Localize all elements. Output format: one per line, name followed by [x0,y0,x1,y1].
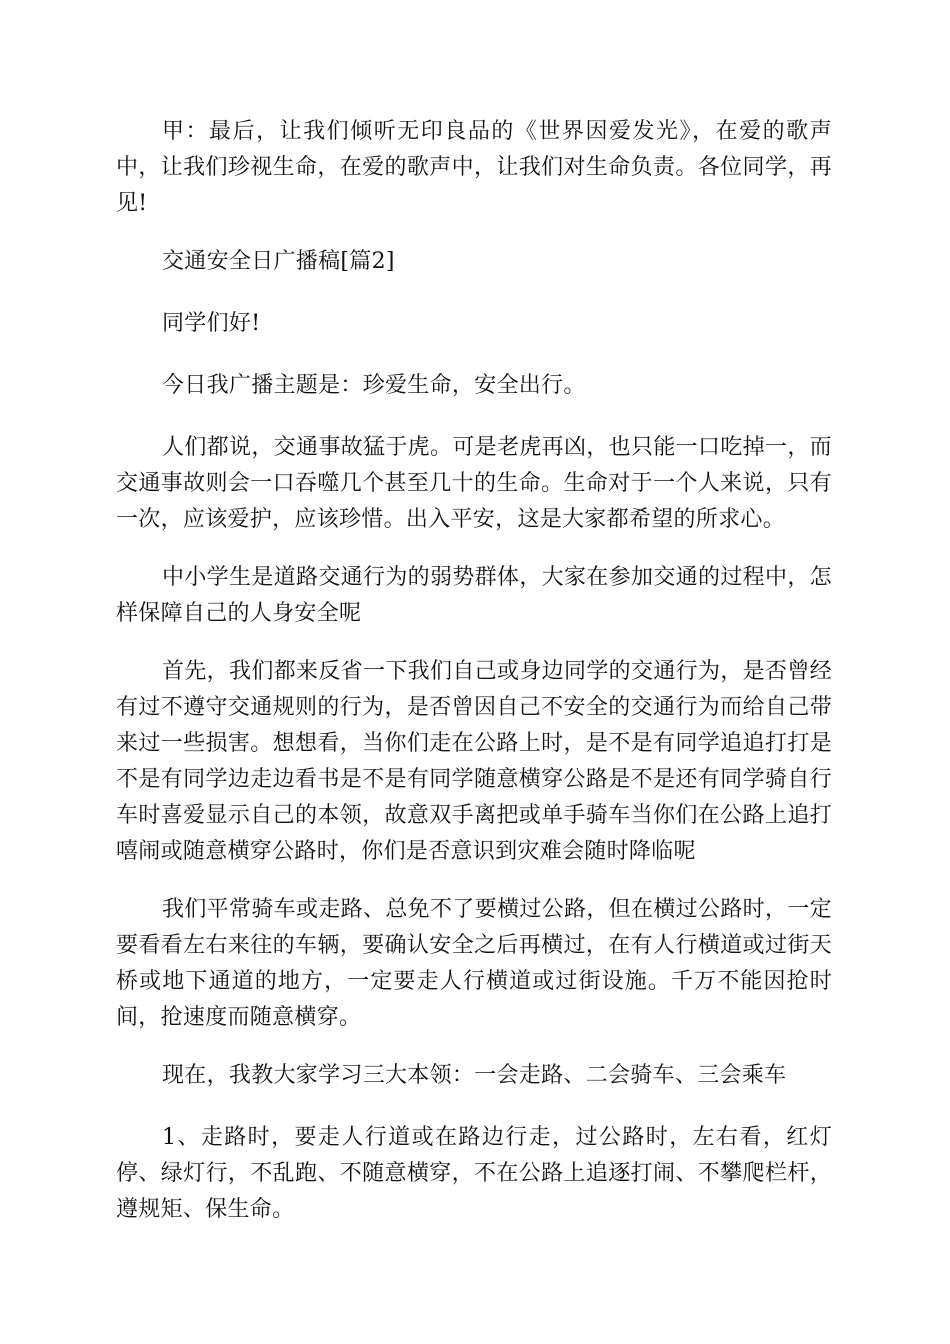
theme-paragraph: 今日我广播主题是：珍爱生命，安全出行。 [162,373,586,398]
list-item-paragraph: 1、走路时，要走人行道或在路边行走，过公路时，左右看，红灯停、绿灯行，不乱跑、不随意横穿，不在公路上追逐打闹、不攀爬栏杆，遵规矩、保生命。 [116,1125,832,1222]
body-paragraph: 人们都说，交通事故猛于虎。可是老虎再凶，也只能一口吃掉一，而交通事故则会一口吞噬几个甚至几十的生命。生命对于一个人来说，只有一次，应该爱护，应该珍惜。出入平安，这是大家都希望的所求心。 [116,435,832,532]
closing-paragraph: 甲：最后，让我们倾听无印良品的《世界因爱发光》，在爱的歌声中，让我们珍视生命，在爱的歌声中，让我们对生命负责。各位同学，再见! [116,119,832,216]
greeting-paragraph: 同学们好! [162,311,261,336]
section-heading: 交通安全日广播稿[篇2] [162,249,395,274]
body-paragraph: 我们平常骑车或走路、总免不了要横过公路，但在横过公路时，一定要看看左右来往的车辆，要确认安全之后再横过，在有人行横道或过街天桥或地下通道的地方，一定要走人行横道或过街设施。千万不能因抢时间，抢速度而随意横穿。 [116,897,832,1030]
body-paragraph: 中小学生是道路交通行为的弱势群体，大家在参加交通的过程中，怎样保障自己的人身安全呢 [116,565,832,626]
body-paragraph: 现在，我教大家学习三大本领：一会走路、二会骑车、三会乘车 [162,1063,787,1088]
body-paragraph: 首先，我们都来反省一下我们自己或身边同学的交通行为，是否曾经有过不遵守交通规则的行为，是否曾因自己不安全的交通行为而给自己带来过一些损害。想想看，当你们走在公路上时，是不是有同学追追打打是不是有同学边走边看书是不是有同学随意横穿公路是不是还有同学骑自行车时喜爱显示自己的本领，故意双手离把或单手骑车当你们在公路上追打嘻闹或随意横穿公路时，你们是否意识到灾难会随时降临呢 [116,659,832,864]
